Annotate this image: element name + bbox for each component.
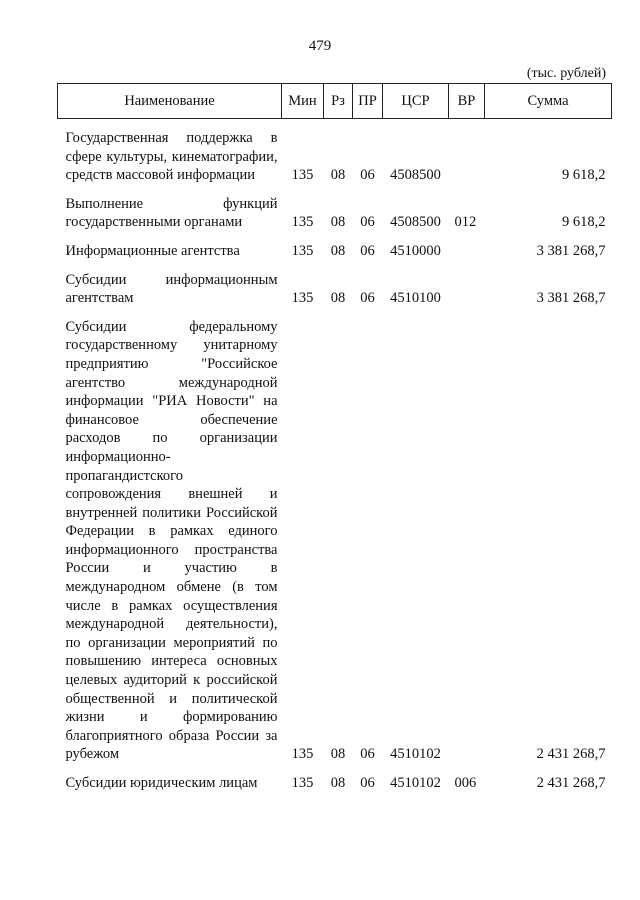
header-vr: ВР [449, 84, 485, 119]
row-vr [449, 129, 485, 185]
page-number: 479 [308, 38, 332, 54]
row-pr: 06 [360, 290, 375, 307]
row-pr: 06 [360, 242, 375, 259]
row-sum: 3 381 268,7 [536, 242, 606, 259]
header-csr: ЦСР [383, 84, 449, 119]
row-sum: 2 431 268,7 [536, 746, 606, 763]
row-pr: 06 [360, 214, 375, 231]
row-rz: 08 [330, 775, 346, 791]
table-row [58, 318, 612, 764]
row-sum: 9 618,2 [562, 214, 606, 231]
row-name: Субсидии информационным агентствам [65, 271, 278, 307]
row-min: 135 [291, 214, 314, 231]
row-csr: 4508500 [390, 167, 441, 184]
row-sum: 3 381 268,7 [536, 290, 606, 307]
table-row [58, 774, 612, 793]
header-rz: Рз [324, 84, 353, 119]
row-csr: 4510000 [390, 242, 441, 259]
row-min: 135 [291, 775, 314, 791]
row-vr [449, 271, 485, 308]
row-csr: 4510100 [390, 290, 441, 307]
row-csr: 4510102 [390, 775, 441, 791]
row-min: 135 [291, 167, 314, 184]
row-sum: 9 618,2 [562, 167, 606, 184]
table-row [58, 195, 612, 232]
row-vr: 006 [454, 775, 477, 791]
row-name: Субсидии юридическим лицам [65, 775, 258, 791]
row-min: 135 [291, 746, 314, 763]
row-min: 135 [291, 290, 314, 307]
row-min: 135 [291, 242, 314, 259]
row-name: Выполнение функций государственными органами [65, 195, 278, 231]
row-csr: 4508500 [390, 214, 441, 231]
table-row [58, 129, 612, 185]
table-row [58, 271, 612, 308]
row-rz: 08 [330, 167, 346, 184]
table-header-row [58, 84, 612, 119]
header-name: Наименование [58, 84, 282, 119]
row-rz: 08 [330, 242, 346, 259]
row-name: Информационные агентства [65, 242, 240, 259]
row-rz: 08 [330, 746, 346, 763]
budget-table [57, 83, 612, 793]
row-pr: 06 [360, 775, 375, 791]
row-sum: 2 431 268,7 [536, 775, 606, 791]
row-vr [449, 242, 485, 261]
row-rz: 08 [330, 214, 346, 231]
row-rz: 08 [330, 290, 346, 307]
row-vr [449, 318, 485, 764]
header-sum: Сумма [485, 84, 612, 119]
row-pr: 06 [360, 167, 375, 184]
row-csr: 4510102 [390, 746, 441, 763]
header-pr: ПР [353, 84, 383, 119]
row-name: Субсидии федеральному государственному унитарному предприятию "Российское агентство международной информации "РИА Новости" на финансовое обеспечение расходов по организации информационно-пропагандистского сопровождения внешней и внутренней политики Российской Федерации в рамках единого информационного пространства России и участию в международном обмене (в том числе в рамках осуществления международной деятельности), по организации мероприятий по повышению интереса основных целевых аудиторий к российской общественной и политической жизни и формированию благоприятного образа России за рубежом [65, 318, 278, 763]
row-vr: 012 [454, 214, 477, 231]
table-row [58, 242, 612, 261]
row-name: Государственная поддержка в сфере культуры, кинематографии, средств массовой информации [65, 130, 278, 184]
header-min: Мин [282, 84, 324, 119]
units-label: (тыс. рублей) [526, 66, 606, 81]
row-pr: 06 [360, 746, 375, 763]
